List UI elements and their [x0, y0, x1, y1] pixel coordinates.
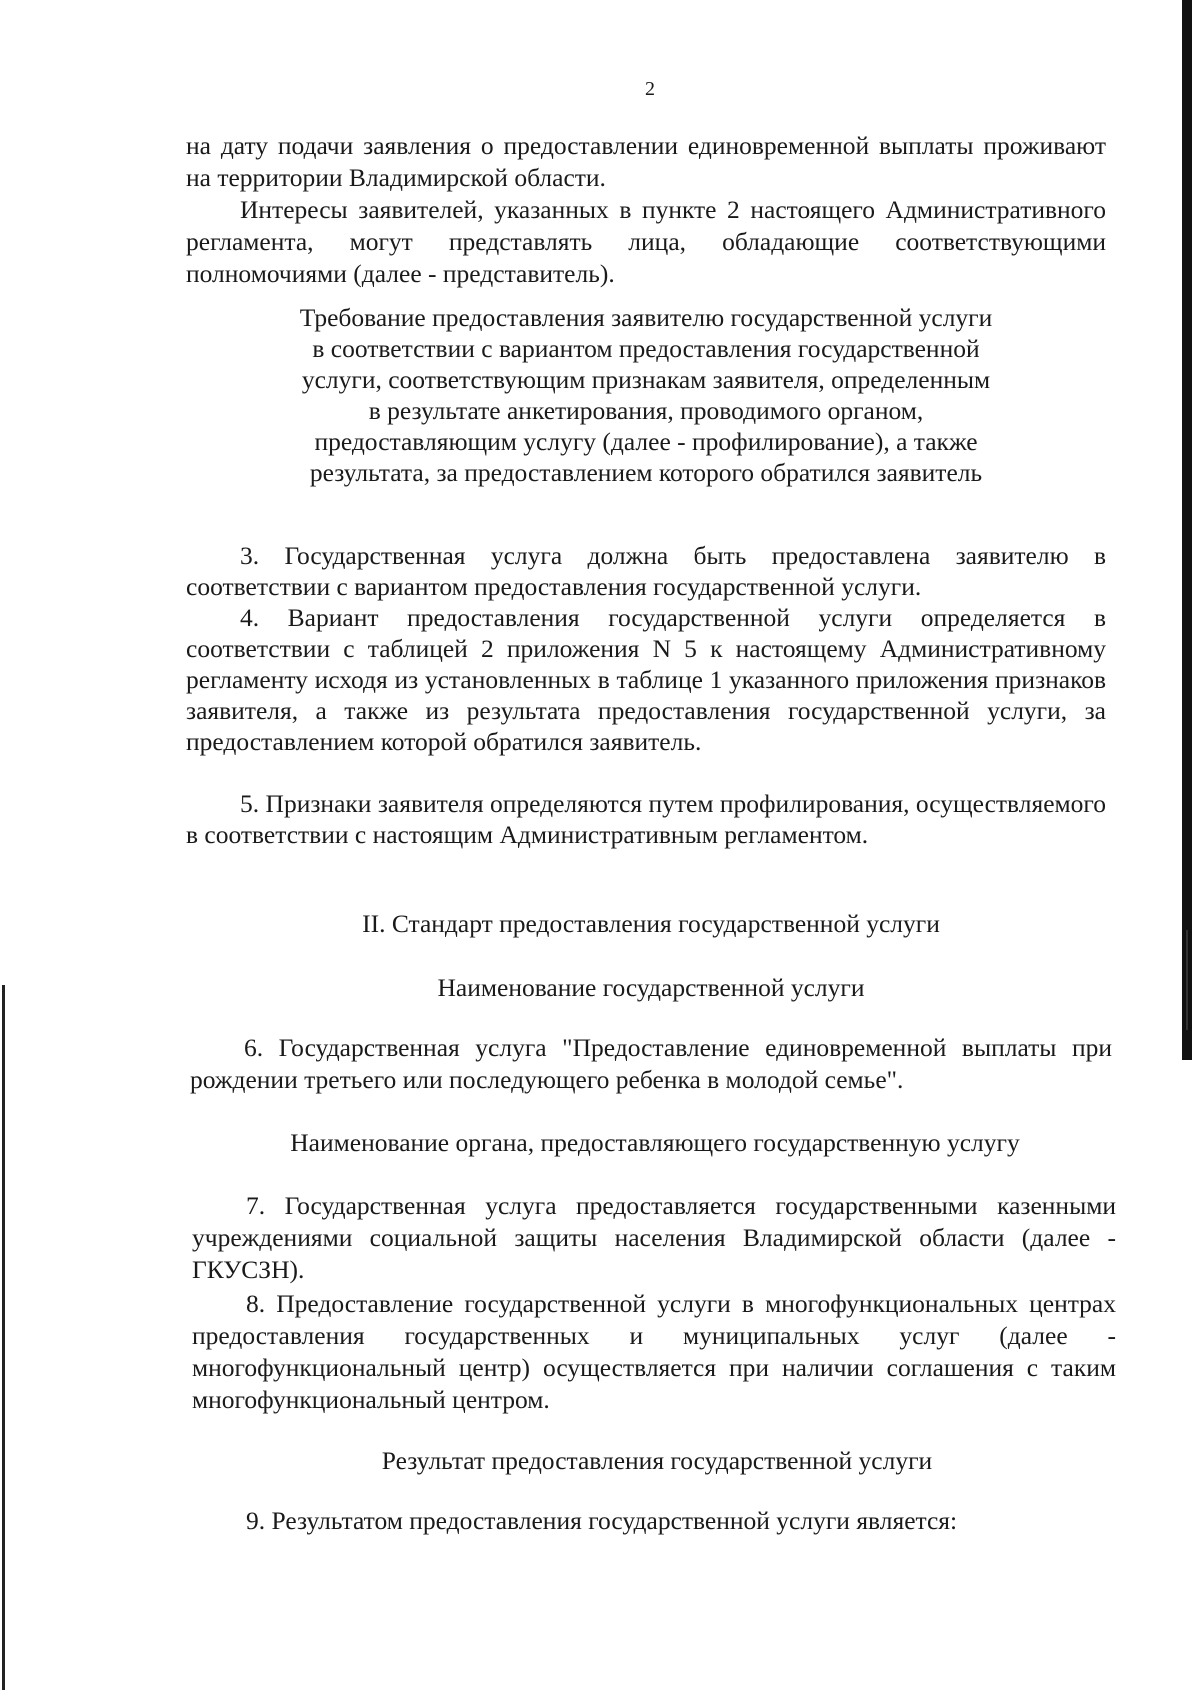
heading-requirement [186, 302, 1106, 488]
paragraph-7: 7. Государственная услуга предоставляется государственными казенными учреждениями социальной защиты населения Владимирской области (далее - ГКУСЗН). [192, 1191, 1116, 1284]
heading-requirement-line: услуги, соответствующим признакам заявителя, определенным [301, 365, 991, 394]
paragraph-9: 9. Результатом предоставления государственной услуги является: [246, 1506, 958, 1535]
heading-organ-name: Наименование органа, предоставляющего государственную услугу [290, 1128, 1020, 1157]
heading-service-name: Наименование государственной услуги [437, 973, 865, 1002]
heading-requirement-line: Требование предоставления заявителю государственной услуги [299, 303, 993, 332]
heading-requirement-line: в соответствии с вариантом предоставления государственной [312, 334, 980, 363]
paragraph-5: 5. Признаки заявителя определяются путем профилирования, осуществляемого в соответствии с настоящим Административным регламентом. [186, 789, 1106, 849]
page-number: 2 [645, 78, 655, 100]
paragraph-interests: Интересы заявителей, указанных в пункте 2 настоящего Административного регламента, могут представлять лица, обладающие соответствующими полномочиями (далее - представитель). [186, 195, 1106, 288]
scan-edge-left [2, 985, 5, 1690]
paragraph-3: 3. Государственная услуга должна быть предоставлена заявителю в соответствии с вариантом предоставления государственной услуги. [186, 541, 1106, 601]
paragraph-4: 4. Вариант предоставления государственной услуги определяется в соответствии с таблицей 2 приложения N 5 к настоящему Административному регламенту исходя из установленных в таблице 1 указанного приложения признаков заявителя, а также из результата предоставления государственной услуги, за предоставлением которой обратился заявитель. [186, 603, 1106, 756]
scan-edge-right-mark [1186, 930, 1188, 1030]
paragraph-6: 6. Государственная услуга "Предоставление единовременной выплаты при рождении третьего или последующего ребенка в молодой семье". [190, 1033, 1112, 1094]
heading-result: Результат предоставления государственной услуги [381, 1446, 933, 1475]
heading-requirement-line: результата, за предоставлением которого обратился заявитель [309, 458, 983, 487]
heading-section-ii: II. Стандарт предоставления государственной услуги [362, 909, 940, 938]
heading-requirement-line: предоставляющим услугу (далее - профилирование), а также [314, 427, 978, 456]
scan-edge-right [1182, 0, 1192, 1060]
paragraph-continuation: на дату подачи заявления о предоставлении единовременной выплаты проживают на территории Владимирской области. [186, 131, 1106, 192]
heading-requirement-line: в результате анкетирования, проводимого органом, [368, 396, 924, 425]
paragraph-8: 8. Предоставление государственной услуги в многофункциональных центрах предоставления государственных и муниципальных услуг (далее - многофункциональный центр) осуществляется при наличии соглашения с таким многофункциональный центром. [192, 1289, 1116, 1414]
